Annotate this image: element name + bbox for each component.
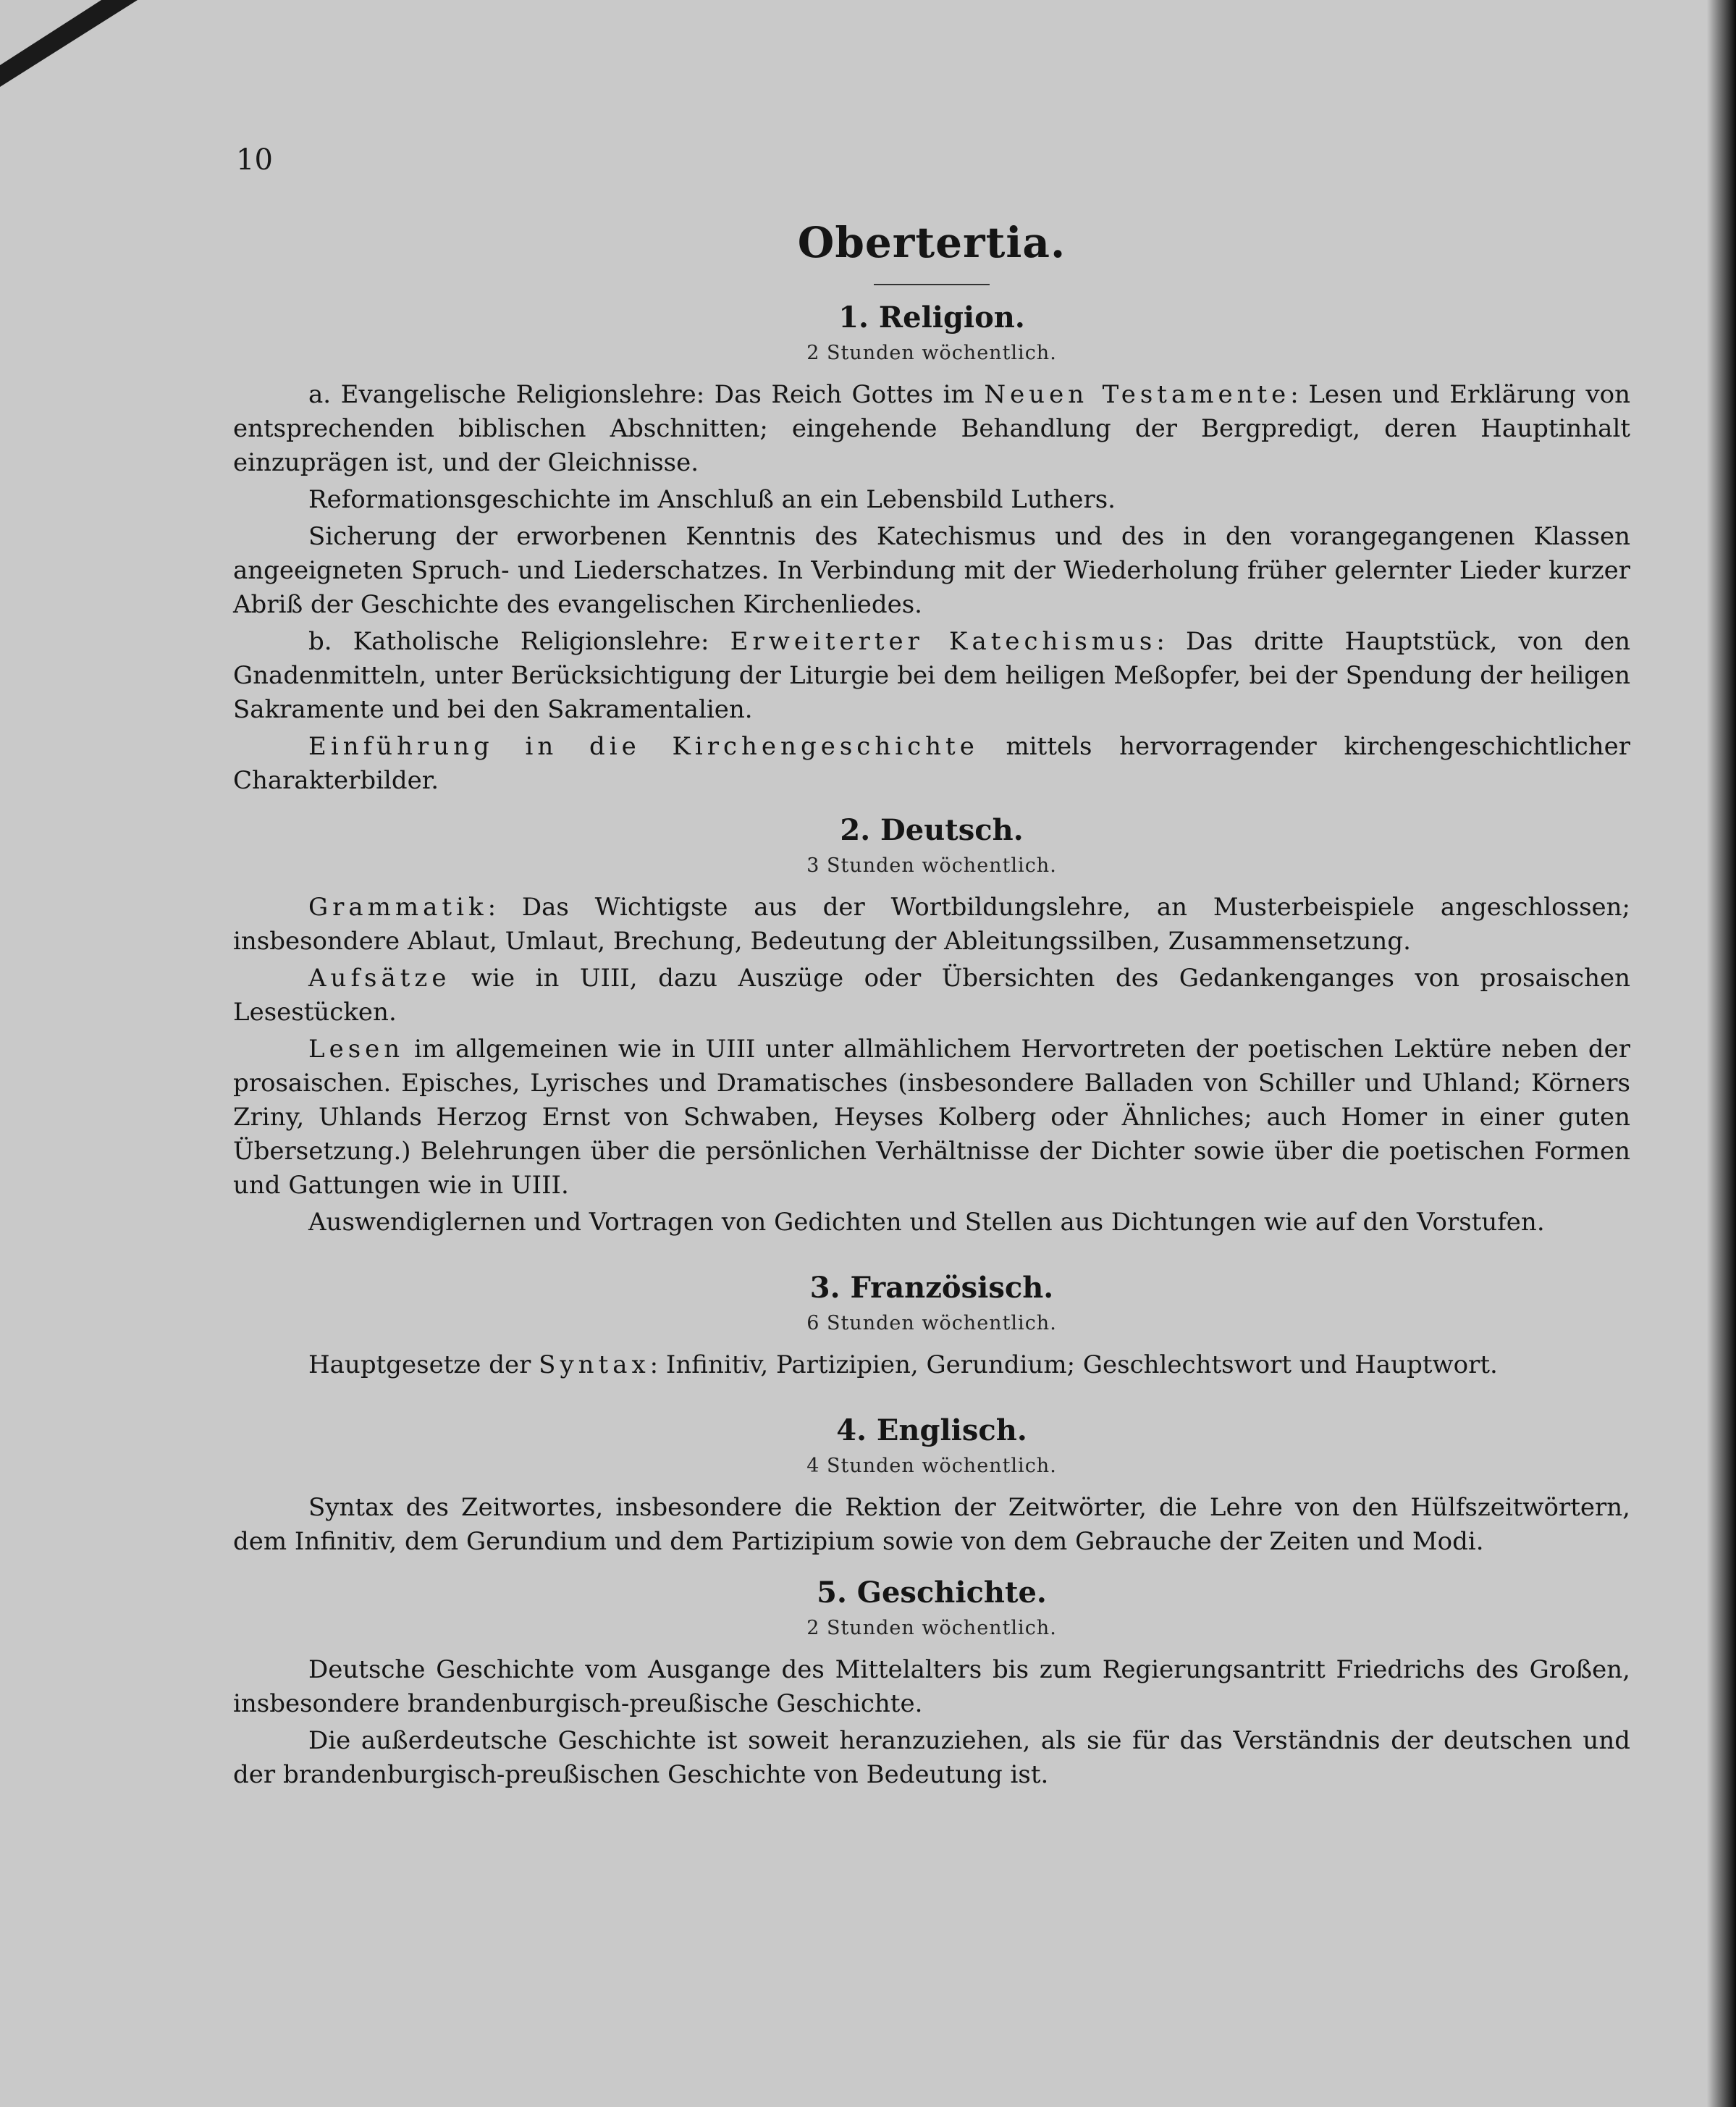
page-content <box>233 217 1630 1795</box>
section-hours: 2 Stunden wöchentlich. <box>806 342 1057 364</box>
paragraph: Sicherung der erworbenen Kenntnis des Katechismus und des in den vorangegangenen Klassen angeeigneten Spruch- und Liederschatzes. In Verbindung mit der Wiederholung früher gelernter Lieder kurzer Abriß der Geschichte des evangelischen Kirchenliedes. <box>233 522 1630 619</box>
paragraph <box>233 891 1630 959</box>
section-hours: 3 Stunden wöchentlich. <box>806 854 1057 877</box>
page-title: Obertertia. <box>797 218 1066 267</box>
paragraph-text: wie in UIII, dazu Auszüge oder Übersichten des Gedankenganges von prosaischen Lesestücken. <box>233 964 1630 1027</box>
paragraph: Syntax des Zeitwortes, insbesondere die Rektion der Zeitwörter, die Lehre von den Hülfszeitwörtern, dem Infinitiv, dem Gerundium und dem Partizipium sowie von dem Gebrauche der Zeiten und Modi. <box>233 1493 1630 1556</box>
paragraph-text: : Das dritte Hauptstück, von den Gnadenmitteln, unter Berücksichtigung der Liturgie bei dem heiligen Meßopfer, bei der Spendung der heiligen Sakramente und bei den Sakramentalien. <box>233 627 1630 724</box>
paragraph <box>233 625 1630 727</box>
paragraph: Deutsche Geschichte vom Ausgange des Mittelalters bis zum Regierungsantritt Friedrichs des Großen, insbesondere brandenburgisch-preußische Geschichte. <box>233 1655 1630 1718</box>
paragraph-emphasis: Einführung in die Kirchengeschichte <box>308 732 979 761</box>
paragraph-emphasis: Neuen Testamente <box>984 380 1291 409</box>
paragraph <box>233 730 1630 798</box>
paragraph-emphasis: Lesen <box>308 1035 405 1064</box>
section-hours: 2 Stunden wöchentlich. <box>806 1617 1057 1639</box>
paragraph-lead: b. Katholische Religionslehre: <box>308 627 730 656</box>
section-heading: 1. Religion. <box>838 300 1025 335</box>
section-geschichte <box>233 1573 1630 1792</box>
paragraph-text: : Lesen und Erklärung von entsprechenden biblischen Abschnitten; eingehende Behandlung der Bergpredigt, deren Hauptinhalt einzuprägen ist, und der Gleichnisse. <box>233 380 1631 477</box>
paragraph-lead: Hauptgesetze der <box>308 1350 539 1379</box>
paragraph: Reformationsgeschichte im Anschluß an ein Lebensbild Luthers. <box>308 485 1116 514</box>
section-heading: 5. Geschichte. <box>817 1576 1047 1610</box>
paragraph-emphasis: Syntax <box>539 1350 650 1379</box>
paragraph-text: : Das Wichtigste aus der Wortbildungslehre, an Musterbeispiele angeschlossen; insbesondere Ablaut, Umlaut, Brechung, Bedeutung der Ableitungssilben, Zusammensetzung. <box>233 893 1630 956</box>
section-franzoesisch <box>233 1269 1630 1382</box>
section-deutsch <box>233 811 1630 1240</box>
paragraph: Auswendiglernen und Vortragen von Gedichten und Stellen aus Dichtungen wie auf den Vorstufen. <box>308 1208 1545 1237</box>
page-edge-shadow <box>1707 0 1736 2107</box>
section-heading: 2. Deutsch. <box>840 813 1024 847</box>
paragraph <box>233 1348 1630 1382</box>
folded-corner-highlight <box>0 0 101 65</box>
section-hours: 4 Stunden wöchentlich. <box>806 1455 1057 1477</box>
page-number: 10 <box>236 143 273 177</box>
paragraph-emphasis: Grammatik <box>308 893 488 922</box>
section-heading: 4. Englisch. <box>836 1413 1027 1447</box>
title-rule <box>874 284 990 285</box>
paragraph-lead: a. Evangelische Religionslehre: Das Reich Gottes im <box>308 380 985 409</box>
paragraph-text: : Infinitiv, Partizipien, Gerundium; Geschlechtswort und Hauptwort. <box>649 1350 1498 1379</box>
paragraph <box>233 1033 1630 1203</box>
paragraph-text: im allgemeinen wie in UIII unter allmählichem Hervortreten der poetischen Lektüre neben der prosaischen. Episches, Lyrisches und Dramatisches (insbesondere Balladen von Schiller und Uhland; Körners Zriny, Uhlands Herzog Ernst von Schwaben, Heyses Kolberg oder Ähnliches; auch Homer in einer guten Übersetzung.) Belehrungen über die persönlichen Verhältnisse der Dichter sowie über die poetischen Formen und Gattungen wie in UIII. <box>233 1035 1630 1200</box>
section-englisch <box>233 1411 1630 1559</box>
paragraph <box>233 962 1630 1030</box>
paragraph-emphasis: Erweiterter Katechismus <box>730 627 1157 656</box>
section-hours: 6 Stunden wöchentlich. <box>806 1312 1057 1334</box>
paragraph-text: mittels hervorragender kirchengeschichtlicher Charakterbilder. <box>233 732 1631 795</box>
section-heading: 3. Französisch. <box>809 1271 1054 1305</box>
section-religion <box>233 298 1630 798</box>
paragraph: Die außerdeutsche Geschichte ist soweit heranzuziehen, als sie für das Verständnis der deutschen und der brandenburgisch-preußischen Geschichte von Bedeutung ist. <box>233 1726 1630 1789</box>
paragraph <box>233 378 1630 480</box>
paragraph-emphasis: Aufsätze <box>308 964 451 993</box>
